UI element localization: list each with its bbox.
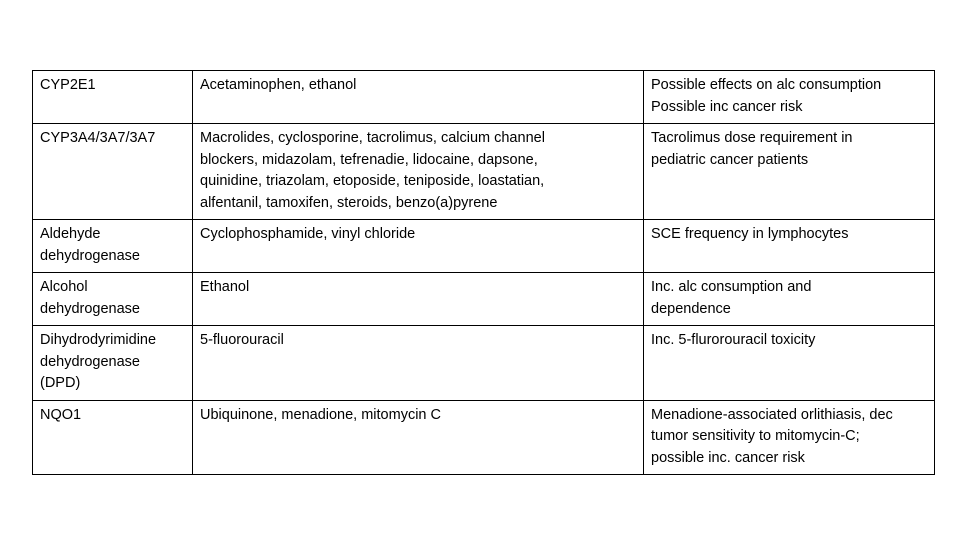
table-row — [33, 273, 935, 326]
table-row — [33, 400, 935, 475]
enzyme-cell: Alcohol dehydrogenase — [33, 273, 193, 326]
substrates-cell: Acetaminophen, ethanol — [193, 71, 644, 124]
enzyme-cell: Dihydrodyrimidine dehydrogenase (DPD) — [33, 326, 193, 401]
table-row — [33, 71, 935, 124]
enzyme-table-container — [32, 70, 934, 475]
substrates-cell: Ethanol — [193, 273, 644, 326]
enzyme-table — [32, 70, 935, 475]
table-row — [33, 220, 935, 273]
substrates-cell: Ubiquinone, menadione, mitomycin C — [193, 400, 644, 475]
substrates-cell: Macrolides, cyclosporine, tacrolimus, calcium channel blockers, midazolam, tefrenadie, lidocaine, dapsone, quinidine, triazolam, etoposide, teniposide, loastatian, alfentanil, tamoxifen, steroids, benzo(a)pyrene — [193, 124, 644, 220]
effects-cell: Menadione-associated orlithiasis, dec tumor sensitivity to mitomycin-C; possible inc. cancer risk — [644, 400, 935, 475]
effects-cell: Inc. alc consumption and dependence — [644, 273, 935, 326]
effects-cell: Tacrolimus dose requirement in pediatric cancer patients — [644, 124, 935, 220]
table-row — [33, 124, 935, 220]
table-row — [33, 326, 935, 401]
enzyme-cell: CYP2E1 — [33, 71, 193, 124]
enzyme-cell: Aldehyde dehydrogenase — [33, 220, 193, 273]
enzyme-cell: NQO1 — [33, 400, 193, 475]
effects-cell: Inc. 5-flurorouracil toxicity — [644, 326, 935, 401]
effects-cell: Possible effects on alc consumption Possible inc cancer risk — [644, 71, 935, 124]
substrates-cell: Cyclophosphamide, vinyl chloride — [193, 220, 644, 273]
enzyme-cell: CYP3A4/3A7/3A7 — [33, 124, 193, 220]
substrates-cell: 5-fluorouracil — [193, 326, 644, 401]
effects-cell: SCE frequency in lymphocytes — [644, 220, 935, 273]
